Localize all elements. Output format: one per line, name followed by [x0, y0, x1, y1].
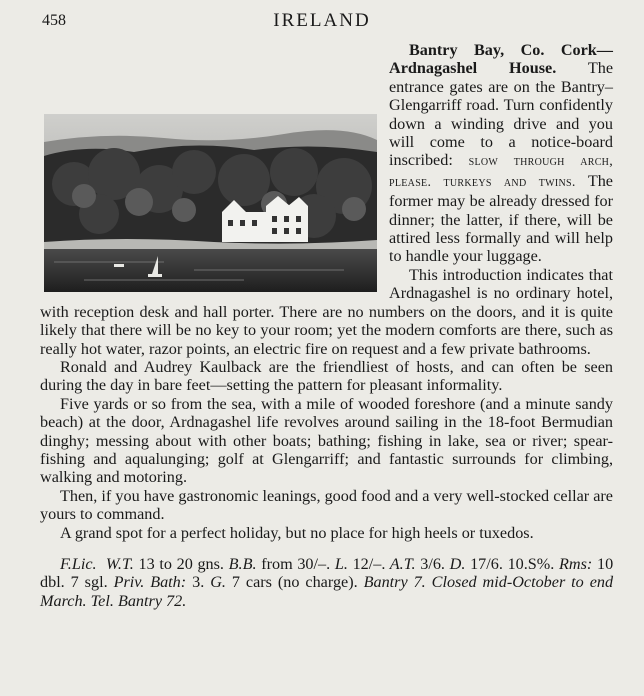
page-number: 458 [42, 12, 66, 29]
page-header [0, 10, 644, 34]
paragraph-2: This introduction indicates that Ardnagashel is no ordinary hotel, with reception desk and hall porter. There are no numbers on the doors, and it is quite likely that there will be no key to your room; yet the modern comforts are there, such as really hot water, razor points, an electric fire on request and a few private bathrooms. [40, 265, 613, 358]
notice-board-text: slow through arch, please. turkeys and twins. [389, 154, 613, 190]
article-body [40, 41, 613, 610]
paragraph-3: Ronald and Audrey Kaulback are the friendliest of hosts, and can often be seen during the day in bare feet—setting the pattern for pleasant informality. [40, 357, 613, 395]
hotel-photo [44, 114, 377, 292]
paragraph-4: Five yards or so from the sea, with a mile of wooded foreshore (and a minute sandy beach) at the door, Ardnagashel life revolves around sailing in the 18-foot Bermudian dinghy; messing about with other boats; bathing; fishing in lake, sea or river; spear-fishing and aqualunging; golf at Glengarriff; and fantastic surrounds for climbing, walking and motoring. [40, 394, 613, 487]
details-footnote: F.Lic. W.T. 13 to 20 gns. B.B. from 30/–. L. 12/–. A.T. 3/6. D. 17/6. 10.S%. Rms: 10 dbl. 7 sgl. Priv. Bath: 3. G. 7 cars (no charge). Bantry 7. Closed mid-October to end March. Tel. Bantry 72. [40, 554, 614, 610]
running-title: IRELAND [273, 10, 371, 31]
hotel-heading: Bantry Bay, Co. Cork—Ardnagashel House. [389, 41, 613, 78]
paragraph-6: A grand spot for a perfect holiday, but no place for high heels or tuxedos. [60, 523, 534, 542]
paragraph-5: Then, if you have gastronomic leanings, good food and a very well-stocked cellar are yours to command. [40, 486, 613, 524]
paragraph-intro: Bantry Bay, Co. Cork—Ardnagashel House. The entrance gates are on the Bantry–Glengarriff road. Turn confidently down a winding drive and you will come to a notice-board inscribed: slow through arch, please. turkeys and twins. The former may be already dressed for dinner; the latter, if there, will be attired less formally and will help to handle your luggage. [389, 41, 613, 266]
